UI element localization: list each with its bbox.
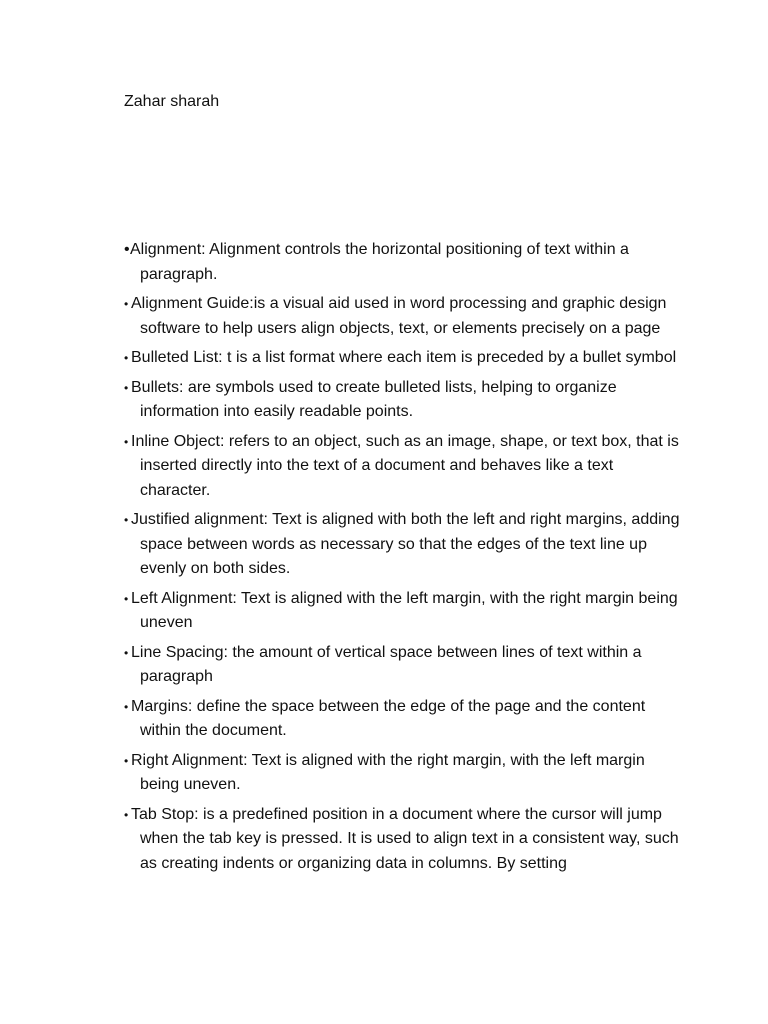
glossary-item-text: Alignment Guide:is a visual aid used in word processing and graphic design software to help users align objects, text, or elements precisely on a page	[131, 295, 667, 337]
bullet-icon: •	[124, 241, 130, 258]
bullet-icon: •	[124, 645, 129, 660]
bullet-icon: •	[124, 753, 129, 768]
glossary-item	[124, 587, 684, 636]
glossary-item	[124, 430, 684, 504]
author-name: Zahar sharah	[124, 93, 220, 110]
glossary-item-text: Right Alignment: Text is aligned with the right margin, with the left margin being uneven.	[131, 751, 645, 793]
bullet-icon: •	[124, 591, 129, 606]
bullet-icon: •	[124, 807, 129, 822]
glossary-item	[124, 508, 684, 582]
glossary-list	[124, 238, 684, 881]
glossary-item	[124, 749, 684, 798]
glossary-item	[124, 695, 684, 744]
glossary-item	[124, 641, 684, 690]
glossary-item-text: Left Alignment: Text is aligned with the left margin, with the right margin being uneven	[131, 589, 678, 631]
glossary-item-text: Bulleted List: t is a list format where each item is preceded by a bullet symbol	[131, 349, 677, 366]
bullet-icon: •	[124, 513, 129, 527]
bullet-icon: •	[124, 297, 129, 311]
glossary-item	[124, 292, 684, 341]
bullet-icon: •	[124, 351, 129, 365]
bullet-icon: •	[124, 380, 129, 395]
glossary-item-text: Line Spacing: the amount of vertical space between lines of text within a paragraph	[131, 643, 642, 685]
bullet-icon: •	[124, 699, 129, 714]
glossary-item	[124, 238, 684, 287]
glossary-item	[124, 346, 684, 371]
glossary-item	[124, 376, 684, 425]
bullet-icon: •	[124, 434, 129, 449]
glossary-item	[124, 803, 684, 877]
glossary-item-text: Margins: define the space between the edge of the page and the content within the document.	[131, 697, 646, 739]
glossary-item-text: Inline Object: refers to an object, such as an image, shape, or text box, that is inserted directly into the text of a document and behaves like a text character.	[131, 432, 679, 499]
glossary-item-text: Tab Stop: is a predefined position in a document where the cursor will jump when the tab key is pressed. It is used to align text in a consistent way, such as creating indents or organizing data in columns. By setting	[131, 805, 679, 872]
glossary-item-text: Bullets: are symbols used to create bulleted lists, helping to organize information into easily readable points.	[131, 378, 617, 420]
glossary-item-text: Alignment: Alignment controls the horizontal positioning of text within a paragraph.	[130, 241, 629, 283]
glossary-item-text: Justified alignment: Text is aligned with both the left and right margins, adding space between words as necessary so that the edges of the text line up evenly on both sides.	[131, 511, 680, 577]
